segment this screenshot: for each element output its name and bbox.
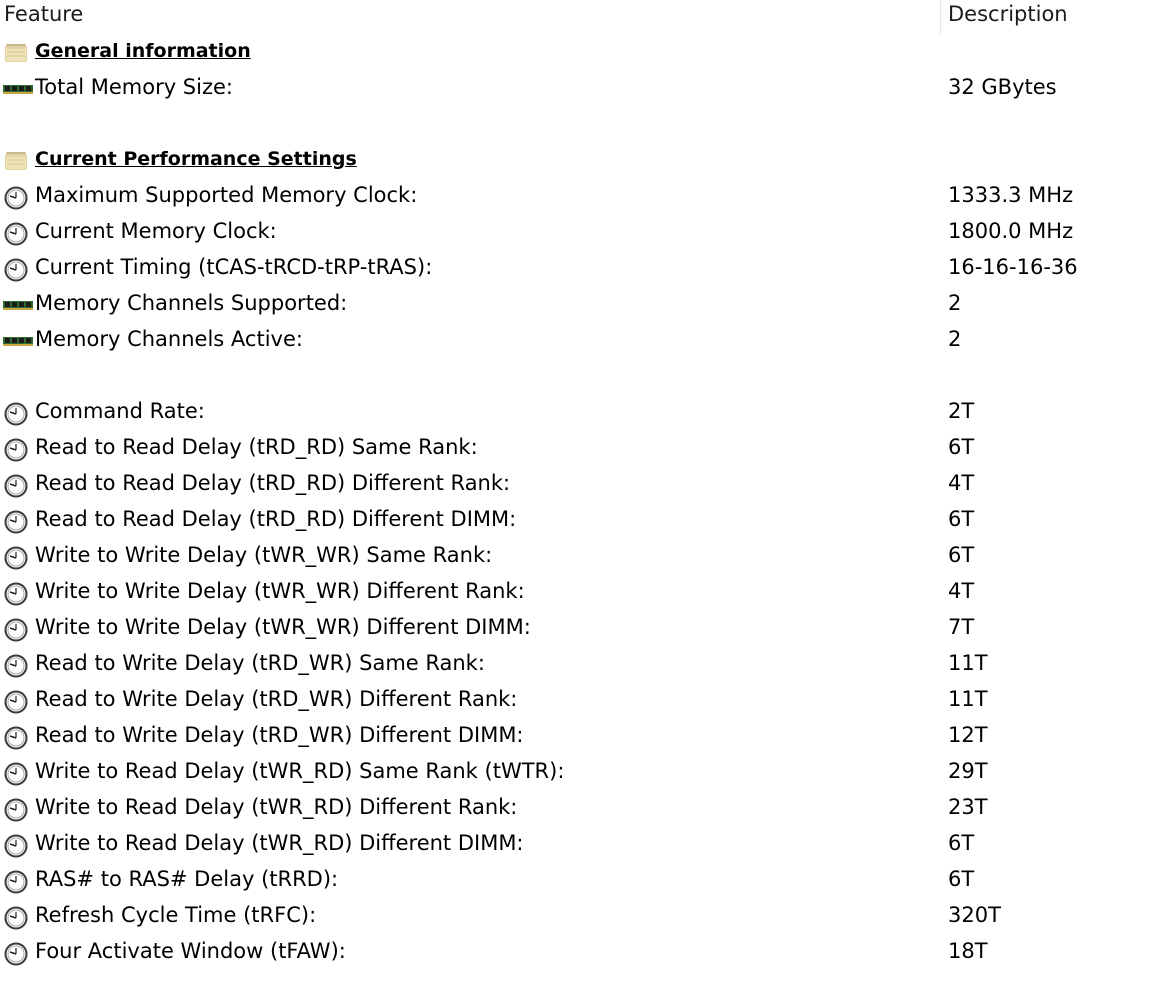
section-title: General information [35,40,251,62]
feature-row[interactable] [0,826,1149,862]
clock-icon [3,834,31,856]
clock-icon [3,546,31,568]
feature-value: 1333.3 MHz [948,183,1074,207]
feature-label: Write to Read Delay (tWR_RD) Different Rank: [35,795,518,819]
feature-value: 29T [948,759,988,783]
column-divider[interactable] [940,0,941,34]
memory-module-icon [3,330,31,352]
blank-row [0,106,1149,142]
feature-row[interactable] [0,394,1149,430]
feature-label: Command Rate: [35,399,205,423]
folder-icon [3,150,31,172]
feature-value: 6T [948,831,975,855]
feature-label: Maximum Supported Memory Clock: [35,183,418,207]
clock-icon [3,258,31,280]
feature-label: Write to Write Delay (tWR_WR) Different Rank: [35,579,525,603]
clock-icon [3,402,31,424]
feature-row[interactable] [0,538,1149,574]
feature-row[interactable] [0,430,1149,466]
feature-row[interactable] [0,862,1149,898]
section-title: Current Performance Settings [35,148,357,170]
feature-row[interactable] [0,790,1149,826]
folder-icon [3,42,31,64]
description-column-header[interactable]: Description [948,2,1068,26]
feature-row[interactable] [0,214,1149,250]
column-header [0,0,1149,34]
feature-label: Read to Write Delay (tRD_WR) Different DIMM: [35,723,524,747]
feature-row[interactable] [0,754,1149,790]
feature-label: Write to Write Delay (tWR_WR) Different DIMM: [35,615,531,639]
feature-label: Memory Channels Supported: [35,291,348,315]
feature-value: 12T [948,723,988,747]
feature-value: 18T [948,939,988,963]
feature-column-header[interactable]: Feature [4,2,84,26]
feature-row[interactable] [0,466,1149,502]
feature-row[interactable] [0,646,1149,682]
clock-icon [3,942,31,964]
clock-icon [3,798,31,820]
clock-icon [3,870,31,892]
feature-label: Read to Read Delay (tRD_RD) Different DIMM: [35,507,517,531]
feature-value: 16-16-16-36 [948,255,1078,279]
feature-row[interactable] [0,322,1149,358]
clock-icon [3,906,31,928]
clock-icon [3,510,31,532]
feature-label: Total Memory Size: [35,75,233,99]
feature-label: Read to Read Delay (tRD_RD) Different Rank: [35,471,511,495]
feature-label: Write to Read Delay (tWR_RD) Different DIMM: [35,831,524,855]
feature-row[interactable] [0,682,1149,718]
clock-icon [3,186,31,208]
feature-label: Write to Write Delay (tWR_WR) Same Rank: [35,543,493,567]
clock-icon [3,438,31,460]
feature-row[interactable] [0,70,1149,106]
clock-icon [3,474,31,496]
memory-module-icon [3,294,31,316]
clock-icon [3,654,31,676]
feature-row[interactable] [0,610,1149,646]
feature-label: Read to Write Delay (tRD_WR) Different Rank: [35,687,518,711]
memory-module-icon [3,78,31,100]
feature-value: 320T [948,903,1001,927]
feature-label: Write to Read Delay (tWR_RD) Same Rank (tWTR): [35,759,565,783]
feature-value: 6T [948,867,975,891]
feature-row[interactable] [0,898,1149,934]
clock-icon [3,582,31,604]
feature-value: 4T [948,579,975,603]
feature-value: 6T [948,435,975,459]
section-header-row[interactable] [0,142,1149,178]
feature-value: 11T [948,687,988,711]
feature-row[interactable] [0,574,1149,610]
feature-label: Current Timing (tCAS-tRCD-tRP-tRAS): [35,255,433,279]
feature-value: 7T [948,615,975,639]
feature-row[interactable] [0,286,1149,322]
feature-row[interactable] [0,934,1149,970]
feature-row[interactable] [0,250,1149,286]
clock-icon [3,726,31,748]
feature-row[interactable] [0,502,1149,538]
clock-icon [3,762,31,784]
feature-label: Refresh Cycle Time (tRFC): [35,903,317,927]
clock-icon [3,222,31,244]
feature-value: 2T [948,399,975,423]
feature-value: 32 GBytes [948,75,1057,99]
clock-icon [3,618,31,640]
feature-list [0,34,1149,970]
feature-value: 2 [948,291,962,315]
feature-label: Memory Channels Active: [35,327,303,351]
feature-row[interactable] [0,178,1149,214]
section-header-row[interactable] [0,34,1149,70]
blank-row [0,358,1149,394]
feature-value: 2 [948,327,962,351]
clock-icon [3,690,31,712]
feature-label: Read to Write Delay (tRD_WR) Same Rank: [35,651,485,675]
feature-value: 6T [948,507,975,531]
feature-value: 6T [948,543,975,567]
feature-label: RAS# to RAS# Delay (tRRD): [35,867,339,891]
feature-label: Current Memory Clock: [35,219,277,243]
feature-value: 11T [948,651,988,675]
feature-label: Read to Read Delay (tRD_RD) Same Rank: [35,435,478,459]
feature-row[interactable] [0,718,1149,754]
feature-value: 23T [948,795,988,819]
feature-value: 4T [948,471,975,495]
feature-label: Four Activate Window (tFAW): [35,939,346,963]
feature-value: 1800.0 MHz [948,219,1074,243]
